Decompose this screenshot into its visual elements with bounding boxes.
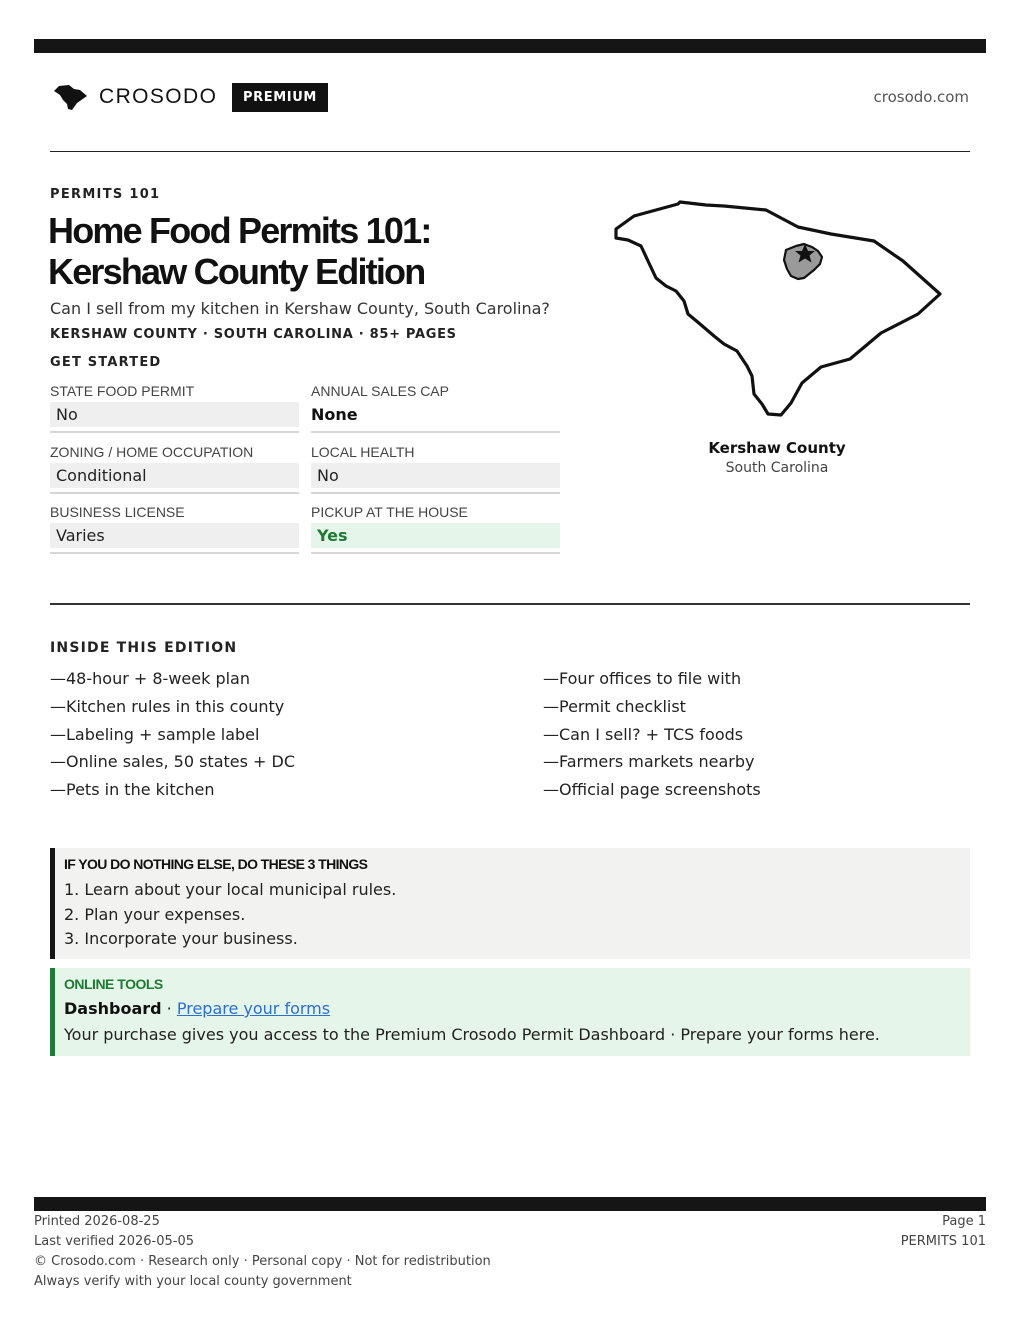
- list-item: —Can I sell? + TCS foods: [543, 724, 744, 744]
- fact-label: BUSINESS LICENSE: [50, 504, 185, 520]
- fact-local-health: [311, 442, 560, 497]
- title-line-2: Kershaw County Edition: [48, 251, 425, 292]
- fact-annual-sales-cap: [311, 381, 560, 436]
- list-item: —Farmers markets nearby: [543, 752, 755, 772]
- fact-value: Varies: [50, 523, 299, 548]
- fact-value: No: [311, 463, 560, 488]
- verify-note: Always verify with your local county government: [34, 1274, 352, 1289]
- prepare-forms-link[interactable]: Prepare your forms: [176, 999, 331, 1018]
- fact-underline: [311, 492, 560, 494]
- fact-value: None: [311, 405, 358, 424]
- fact-label: PICKUP AT THE HOUSE: [311, 504, 468, 520]
- fact-underline: [50, 431, 299, 433]
- contents-list-left: [50, 665, 490, 804]
- footer-left: [34, 1212, 491, 1292]
- section-divider: [50, 603, 970, 605]
- inside-edition-heading: INSIDE THIS EDITION: [50, 640, 238, 656]
- callout-item: 1. Learn about your local municipal rules.: [64, 880, 397, 899]
- state-outline: [616, 202, 940, 415]
- list-item: —Labeling + sample label: [50, 724, 260, 744]
- tools-links-line: [64, 999, 330, 1018]
- list-item: —Online sales, 50 states + DC: [50, 752, 296, 772]
- brand-name: CROSODO: [99, 85, 218, 108]
- callout-title: IF YOU DO NOTHING ELSE, DO THESE 3 THINGS: [64, 856, 368, 872]
- fact-value: Yes: [311, 523, 560, 548]
- map-caption: [677, 438, 877, 478]
- separator: ·: [161, 999, 177, 1018]
- site-url[interactable]: crosodo.com: [873, 88, 969, 106]
- fact-underline: [311, 552, 560, 554]
- tools-description: Your purchase gives you access to the Premium Crosodo Permit Dashboard · Prepare your forms here.: [64, 1025, 880, 1044]
- page-number: Page 1: [942, 1214, 986, 1229]
- top-bar: [34, 39, 986, 53]
- map-state-name: South Carolina: [725, 460, 829, 476]
- get-started-heading: GET STARTED: [50, 355, 162, 370]
- list-item: —Kitchen rules in this county: [50, 696, 285, 716]
- list-item: —Four offices to file with: [543, 669, 742, 688]
- fact-value: Conditional: [50, 463, 299, 488]
- online-tools-box: [50, 968, 970, 1056]
- fact-business-license: [50, 502, 299, 557]
- footer-bar: [34, 1197, 986, 1211]
- footer-right: [901, 1212, 986, 1252]
- fact-zoning: [50, 442, 299, 497]
- fact-label: STATE FOOD PERMIT: [50, 383, 195, 399]
- list-item: —Pets in the kitchen: [50, 780, 215, 800]
- callout-list: [64, 878, 396, 952]
- section-eyebrow: PERMITS 101: [50, 187, 161, 202]
- fact-state-food-permit: [50, 381, 299, 436]
- fact-value: No: [50, 402, 299, 427]
- footer-section: PERMITS 101: [900, 1234, 986, 1249]
- state-map: [606, 196, 946, 422]
- map-county-name: Kershaw County: [708, 439, 846, 457]
- south-carolina-state-icon: [52, 83, 88, 111]
- fact-label: ANNUAL SALES CAP: [311, 383, 449, 399]
- fact-pickup-at-house: [311, 502, 560, 557]
- three-things-callout: [50, 848, 970, 959]
- verified-date: Last verified 2026-05-05: [34, 1234, 194, 1249]
- premium-badge: PREMIUM: [232, 83, 328, 112]
- printed-date: Printed 2026-08-25: [34, 1214, 160, 1229]
- page-header: [50, 80, 970, 114]
- callout-item: 2. Plan your expenses.: [64, 904, 246, 924]
- list-item: —Permit checklist: [543, 696, 686, 716]
- fact-label: ZONING / HOME OCCUPATION: [50, 444, 254, 460]
- page-title: [48, 210, 568, 292]
- copyright-notice: © Crosodo.com · Research only · Personal copy · Not for redistribution: [34, 1254, 491, 1269]
- tools-title: ONLINE TOOLS: [64, 976, 163, 992]
- edition-meta: KERSHAW COUNTY · SOUTH CAROLINA · 85+ PAGES: [50, 327, 457, 342]
- fact-underline: [50, 552, 299, 554]
- fact-underline: [311, 431, 560, 433]
- contents-list-right: [543, 665, 983, 804]
- fact-underline: [50, 492, 299, 494]
- callout-item: 3. Incorporate your business.: [64, 929, 298, 948]
- title-line-1: Home Food Permits 101:: [48, 210, 431, 251]
- fact-label: LOCAL HEALTH: [311, 444, 415, 460]
- page-subtitle: Can I sell from my kitchen in Kershaw County, South Carolina?: [50, 299, 550, 318]
- header-divider: [50, 151, 970, 152]
- list-item: —48-hour + 8-week plan: [50, 669, 250, 688]
- dashboard-label: Dashboard: [64, 999, 162, 1018]
- list-item: —Official page screenshots: [543, 780, 761, 800]
